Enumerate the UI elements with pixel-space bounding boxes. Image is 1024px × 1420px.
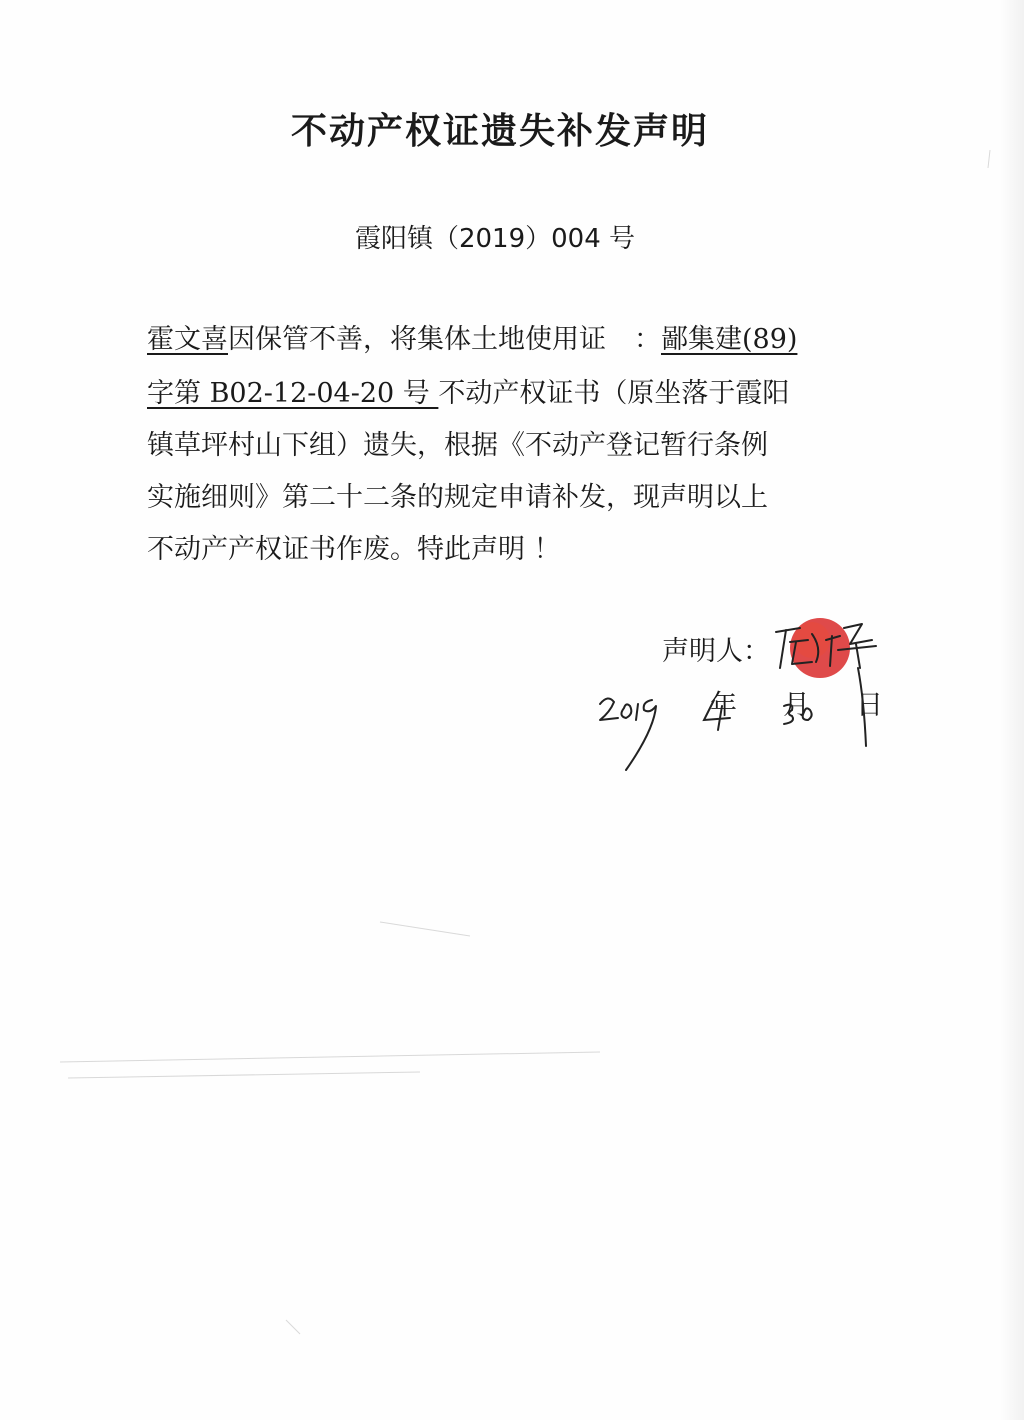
document-number: 霞阳镇（2019）004 号	[354, 224, 636, 254]
body-line-2-text: 不动产权证书（原坐落于霞阳	[438, 378, 790, 409]
body-line-1-colon: ：	[634, 324, 661, 355]
date-year-unit: 年	[710, 690, 737, 721]
applicant-name: 霍文喜	[147, 324, 228, 355]
declarant-label: 声明人：	[662, 636, 770, 667]
date-line	[664, 686, 883, 726]
date-month-unit: 月	[783, 690, 810, 721]
handwritten-year	[600, 698, 656, 770]
body-line-3: 镇草坪村山下组）遗失，根据《不动产登记暂行条例	[147, 430, 768, 461]
body-line-5: 不动产产权证书作废。特此声明 ！	[147, 534, 561, 565]
body-line-4: 实施细则》第二十二条的规定申请补发，现声明以上	[147, 482, 768, 513]
date-day-unit: 日	[856, 690, 883, 721]
handwritten-signature	[776, 624, 876, 746]
certificate-number-part1: 鄙集建(89)	[661, 324, 798, 355]
certificate-number-part2: 字第 B02-12-04-20 号	[147, 378, 439, 409]
body-line-2	[147, 374, 789, 414]
body-line-1-text: 因保管不善，将集体土地使用证	[228, 324, 606, 355]
body-line-1	[147, 320, 797, 360]
scan-edge	[1000, 0, 1024, 1420]
document-title: 不动产权证遗失补发声明	[290, 111, 709, 152]
declarant-line	[662, 632, 770, 672]
red-seal	[790, 618, 850, 678]
